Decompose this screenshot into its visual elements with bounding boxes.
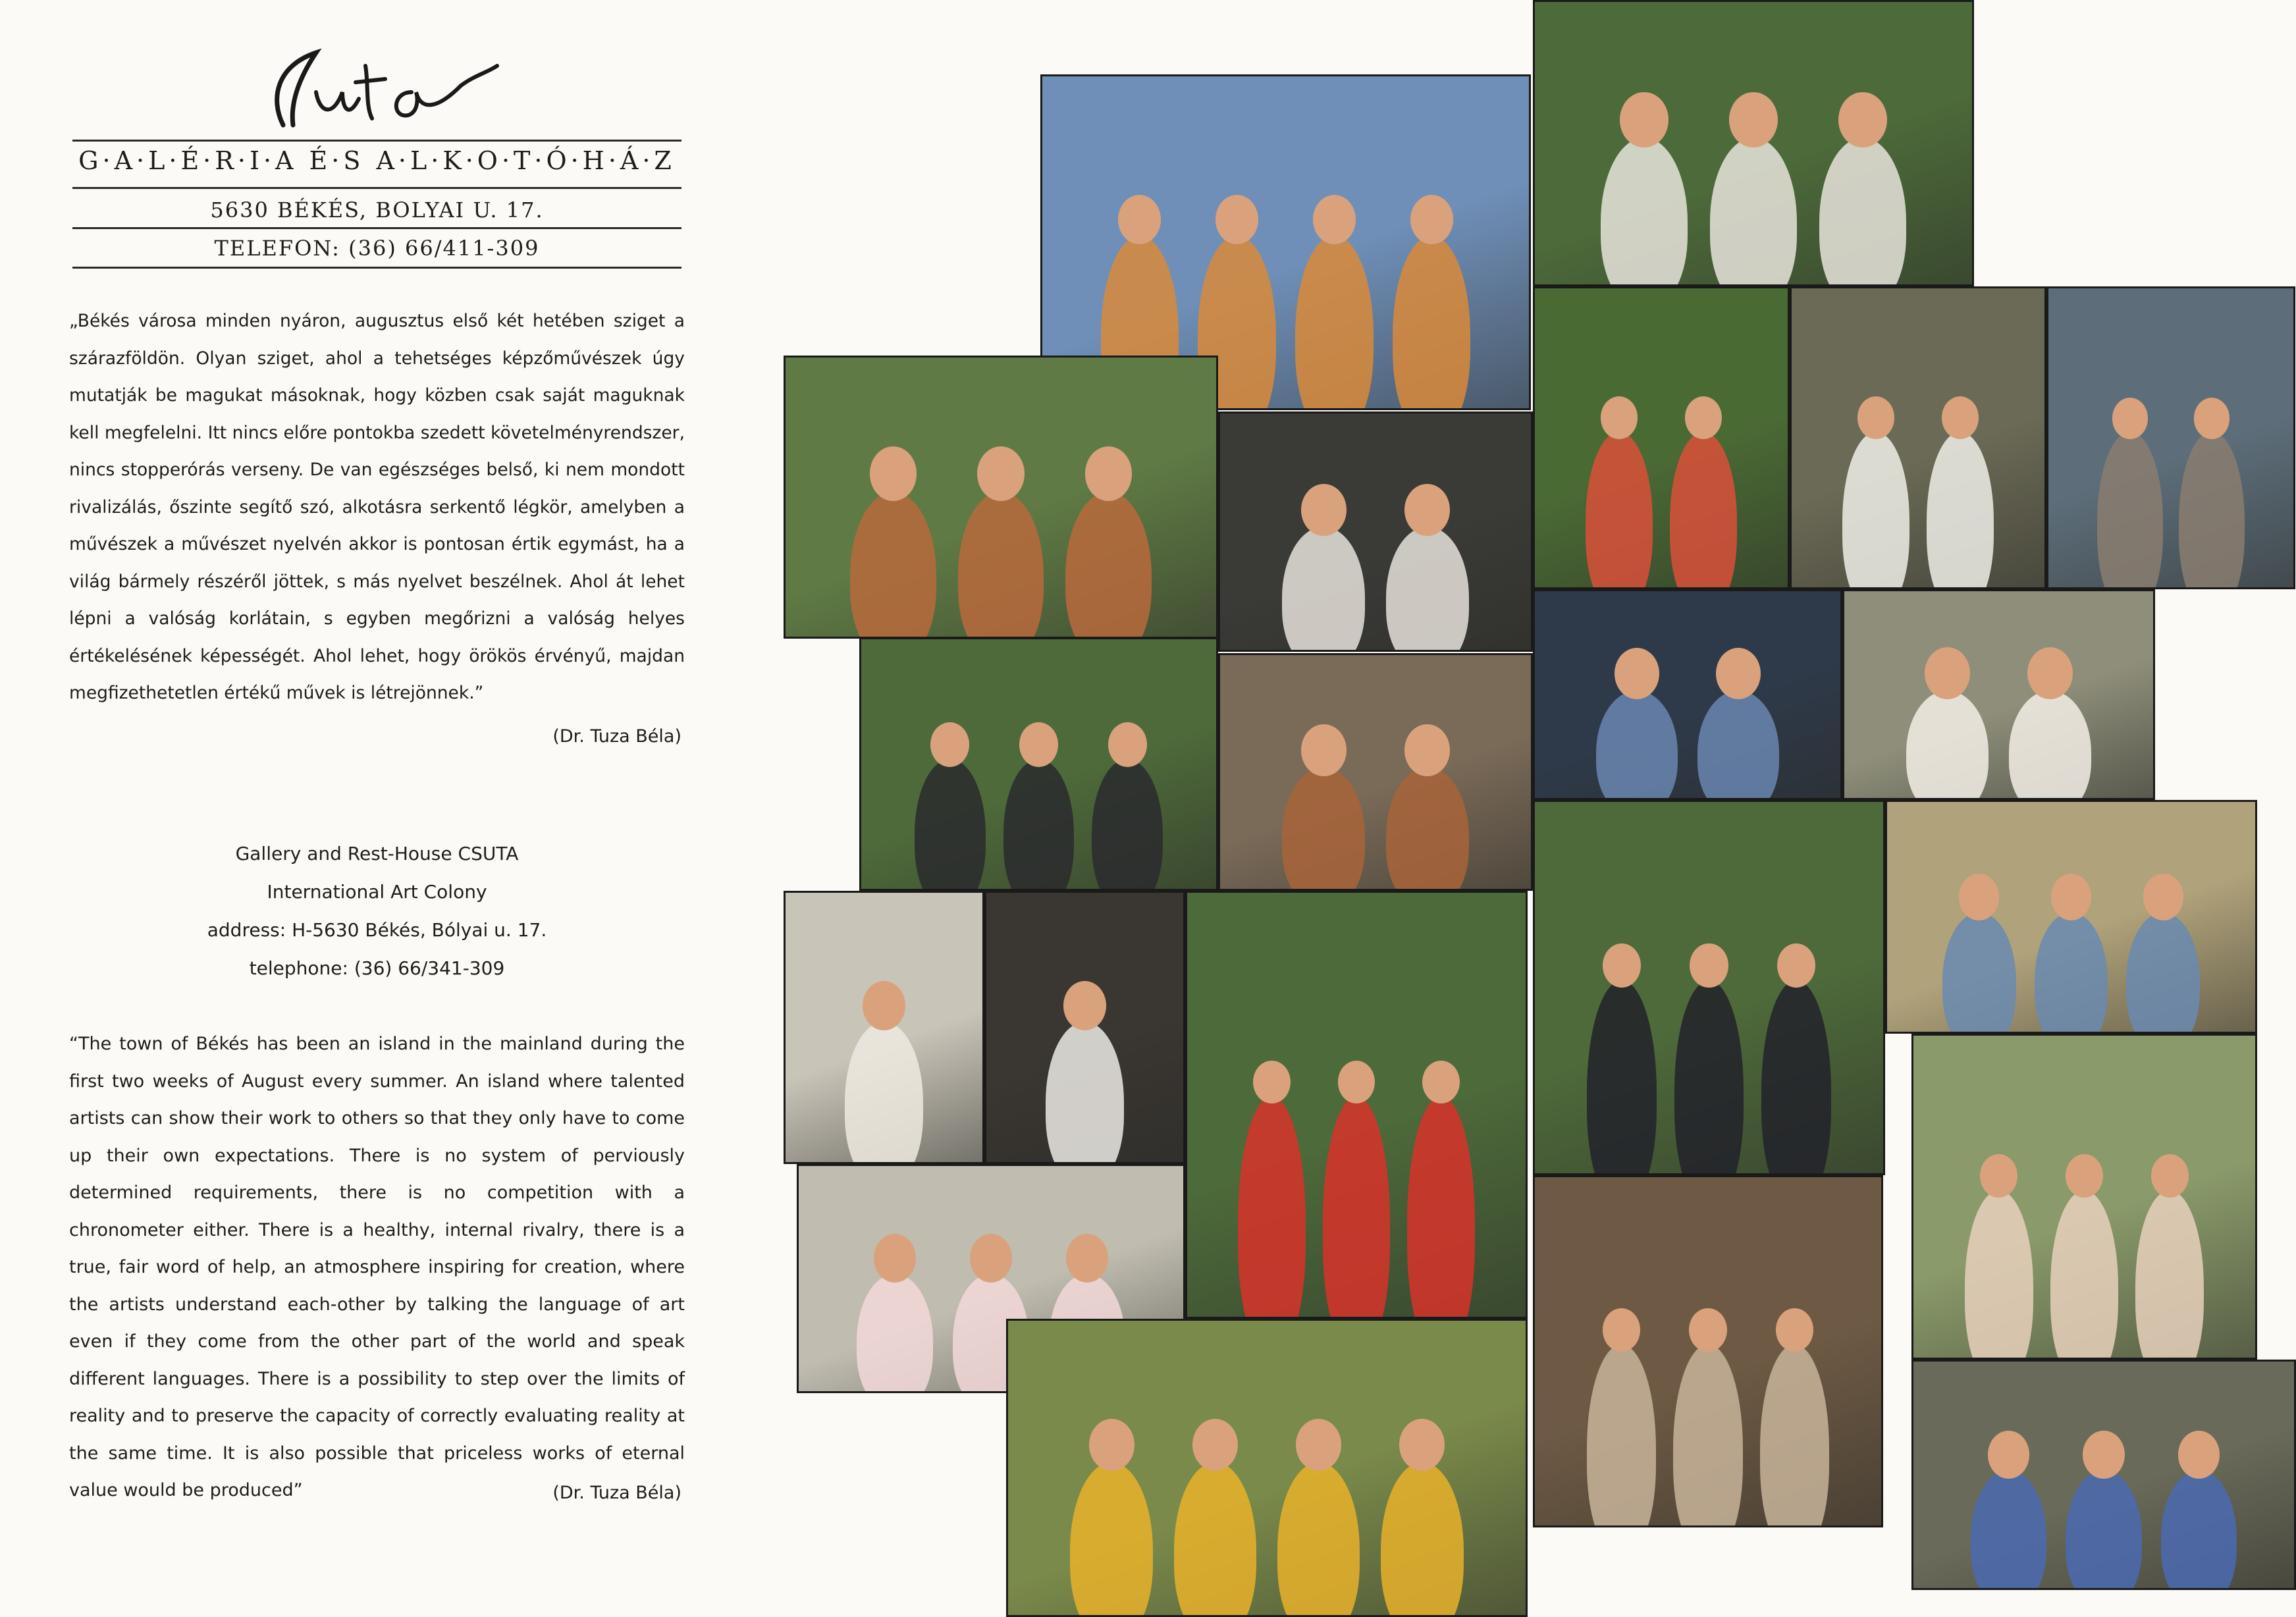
photo-four-men-outdoors [1533, 0, 1974, 286]
hungarian-quote-author: (Dr. Tuza Béla) [552, 726, 681, 747]
photo-speaker-white-suit [784, 891, 984, 1164]
photo-figure-head [1857, 396, 1894, 439]
photo-figure-head [1399, 1419, 1445, 1471]
photo-figure-head [2151, 1154, 2189, 1198]
photo-sunflowers-painting [1006, 1319, 1528, 1617]
photo-smiling-man-closeup [2046, 286, 2295, 589]
photo-figure-head [1410, 195, 1453, 244]
photo-figure-head [874, 1234, 916, 1283]
photo-sepia-artist-drawing [1533, 1175, 1883, 1527]
photo-figure-body [1046, 1022, 1125, 1164]
photo-figure-head [930, 722, 969, 767]
photo-figure-head [1192, 1419, 1238, 1471]
photo-figure-head [970, 1234, 1012, 1283]
photo-figure-body [1407, 1096, 1475, 1319]
photo-figure-head [1422, 1061, 1460, 1103]
contact-address: address: H-5630 Békés, Bólyai u. 17. [207, 919, 547, 941]
photo-figure-body [1927, 432, 1994, 589]
photo-figure-body [1282, 527, 1365, 652]
photo-figure-body [1761, 980, 1831, 1175]
photo-figure-head [1716, 648, 1761, 699]
photo-figure-body [1092, 759, 1163, 891]
photo-figure-head [1301, 724, 1347, 777]
photo-figure-body [1174, 1462, 1257, 1617]
header-rule-lower [72, 227, 681, 229]
photo-figure-head [1729, 92, 1777, 147]
photo-woman-young-man [1790, 286, 2046, 589]
photo-figure-body [1906, 691, 1989, 800]
photo-figure-body [1003, 759, 1075, 891]
photo-evening-gathering [1533, 589, 1842, 800]
photo-figure-body [2097, 432, 2162, 589]
hungarian-quote: „Békés városa minden nyáron, augusztus első két hetében sziget a szárazföldön. Olyan sziget, ahol a tehetséges képzőművészek úgy mutatják be magukat másoknak, hogy közben csak saját maguknak kell megfelelni. Itt nincs előre pontokba szedett követelményrendszer, nincs stopperórás verseny. De van egészséges belső, ki nem mondott rivalizálás, őszinte segítő szó, alkotásra serkentő légkör, amelyben a művészek a művészet nyelvén akkor is pontosan értik egymást, ha a világ bármely részéről jöttek, s más nyelvet beszélnek. Ahol át lehet lépni a valóság korlátain, s egyben megőrizni a valóság helyes értékelésének képességét. Ahol lehet, hogy örökös érvényű, majdan megfizethetetlen értékű művek is létrejönnek.” [69, 311, 685, 703]
photo-wooden-sculpture-man [784, 356, 1218, 639]
photo-man-glasses-closeup [984, 891, 1185, 1164]
photo-figure-head [1959, 874, 1999, 920]
photo-figure-body [1393, 236, 1470, 410]
photo-figure-head [1620, 92, 1668, 147]
photo-figure-body [1965, 1190, 2033, 1360]
photo-figure-head [1776, 1308, 1814, 1352]
photo-figure-body [1295, 236, 1373, 410]
photo-figure-body [1282, 767, 1365, 891]
photo-figure-head [1942, 396, 1979, 439]
photo-figure-body [1323, 1096, 1391, 1319]
english-quote: “The town of Békés has been an island in the mainland during the first two weeks of August every summer. An island where talented artists can show their work to others so that they only have to come up their own expectations. There is no system of perviously determined requirements, there is no competition with a chronometer either. There is a healthy, internal rivalry, there is a true, fair word of help, an atmosphere inspiring for creation, where the artists understand each-other by talking the language of art even if they come from the other part of the world and speak different languages. There is a possibility to step over the limits of reality and to preserve the capacity of correctly evaluating reality at the same time. It is also possible that priceless works of eternal value would be produced” [69, 1034, 685, 1500]
photo-figure-head [2143, 874, 2183, 920]
photo-sculpture-viewers [1218, 653, 1533, 891]
photo-figure-body [1596, 691, 1678, 800]
photo-figure-head [977, 446, 1025, 501]
photo-figure-body [1601, 138, 1688, 286]
photo-figure-head [1838, 92, 1886, 147]
contact-subtitle: International Art Colony [267, 881, 487, 903]
photo-figure-body [850, 492, 936, 639]
photo-figure-head [1404, 724, 1450, 777]
photo-figure-head [1108, 722, 1147, 767]
photo-figure-head [1085, 446, 1133, 501]
photo-group-of-men [1911, 1360, 2296, 1590]
photo-figure-head [1301, 484, 1347, 537]
photo-figure-head [1066, 1234, 1108, 1283]
english-quote-author: (Dr. Tuza Béla) [552, 1483, 681, 1503]
photo-figure-head [1601, 396, 1638, 439]
photo-figure-body [2050, 1190, 2119, 1360]
photo-figure-body [1971, 1470, 2047, 1590]
photo-figure-head [2027, 647, 2073, 699]
photo-figure-body [1586, 432, 1653, 589]
header-rule-middle [72, 187, 681, 189]
photo-figure-head [2083, 1431, 2125, 1479]
photo-figure-body [1760, 1344, 1829, 1527]
contact-name: Gallery and Rest-House CSUTA [235, 843, 519, 864]
photo-figure-head [2194, 398, 2230, 439]
photo-figure-head [1603, 1308, 1641, 1352]
photo-figure-body [1277, 1462, 1360, 1617]
photo-figure-head [2066, 1154, 2103, 1198]
csuta-logo [244, 26, 507, 145]
photo-figure-body [1819, 138, 1907, 286]
photo-figure-body [915, 759, 986, 891]
photo-curly-woman-old-man [1911, 1034, 2257, 1360]
photo-figure-body [2161, 1470, 2237, 1590]
photo-painter-at-easel [1885, 800, 2257, 1034]
photo-figure-body [1386, 767, 1469, 891]
photo-figure-body [1674, 980, 1744, 1175]
photo-figure-head [1063, 981, 1107, 1031]
photo-dinner-table-group [1218, 411, 1533, 652]
photo-figure-body [958, 492, 1044, 639]
photo-woodcarving-workshop [1533, 800, 1885, 1175]
photo-figure-head [863, 981, 906, 1031]
contact-phone: telephone: (36) 66/341-309 [249, 957, 505, 979]
photo-figure-head [2112, 398, 2149, 439]
photo-figure-head [1296, 1419, 1341, 1471]
photo-figure-body [2135, 1190, 2204, 1360]
photo-figure-body [1697, 691, 1779, 800]
photo-figure-head [1089, 1419, 1135, 1471]
gallery-phone: TELEFON: (36) 66/411-309 [214, 236, 540, 261]
photo-figure-body [1673, 1344, 1742, 1527]
photo-figure-body [1587, 980, 1657, 1175]
photo-figure-head [1988, 1431, 2030, 1479]
photo-figure-head [1019, 722, 1058, 767]
photo-figure-body [1386, 527, 1469, 652]
photo-figure-body [1670, 432, 1737, 589]
photo-figure-body [1587, 1344, 1656, 1527]
photo-figure-head [1690, 943, 1728, 988]
photo-figure-body [845, 1022, 924, 1164]
photo-figure-head [1253, 1061, 1291, 1103]
photo-figure-head [1215, 195, 1258, 244]
photo-figure-body [857, 1274, 934, 1393]
photo-figure-body [2179, 432, 2244, 589]
photo-figure-head [2178, 1431, 2220, 1479]
photo-red-umbrella-garden [1185, 891, 1528, 1319]
english-contact-block [72, 835, 681, 988]
photo-birthday-cake [1842, 589, 2155, 800]
photo-figure-body [1238, 1096, 1306, 1319]
header-rule-bottom [72, 267, 681, 269]
photo-figure-body [1710, 138, 1798, 286]
photo-figure-body [1942, 913, 2016, 1034]
photo-figure-head [870, 446, 917, 501]
photo-figure-head [1615, 648, 1659, 699]
photo-figure-head [1685, 396, 1722, 439]
photo-figure-head [1313, 195, 1356, 244]
photo-figure-head [1338, 1061, 1375, 1103]
photo-figure-body [2035, 913, 2108, 1034]
photo-figure-body [2126, 913, 2200, 1034]
photo-figure-body [1381, 1462, 1464, 1617]
gallery-address: 5630 BÉKÉS, BOLYAI U. 17. [210, 198, 544, 223]
photo-figure-body [1070, 1462, 1153, 1617]
photo-figure-body [1842, 432, 1909, 589]
photo-figure-head [1777, 943, 1815, 988]
handwritten-signature-logo-icon [244, 26, 507, 145]
photo-figure-head [1603, 943, 1641, 988]
photo-figure-head [1118, 195, 1161, 244]
header-rule-top [72, 140, 681, 142]
photo-figure-head [1689, 1308, 1727, 1352]
photo-figure-body [2066, 1470, 2142, 1590]
gallery-title: G·A·L·É·R·I·A É·S A·L·K·O·T·Ó·H·Á·Z [78, 146, 676, 175]
photo-figure-body [2009, 691, 2091, 800]
photo-men-rolling-barrel [859, 637, 1218, 891]
photo-figure-head [1925, 647, 1970, 699]
photo-figure-head [2051, 874, 2091, 920]
photo-figure-head [1404, 484, 1450, 537]
photo-man-woman-artist [1533, 286, 1790, 589]
photo-figure-body [1065, 492, 1152, 639]
photo-figure-head [1980, 1154, 2017, 1198]
